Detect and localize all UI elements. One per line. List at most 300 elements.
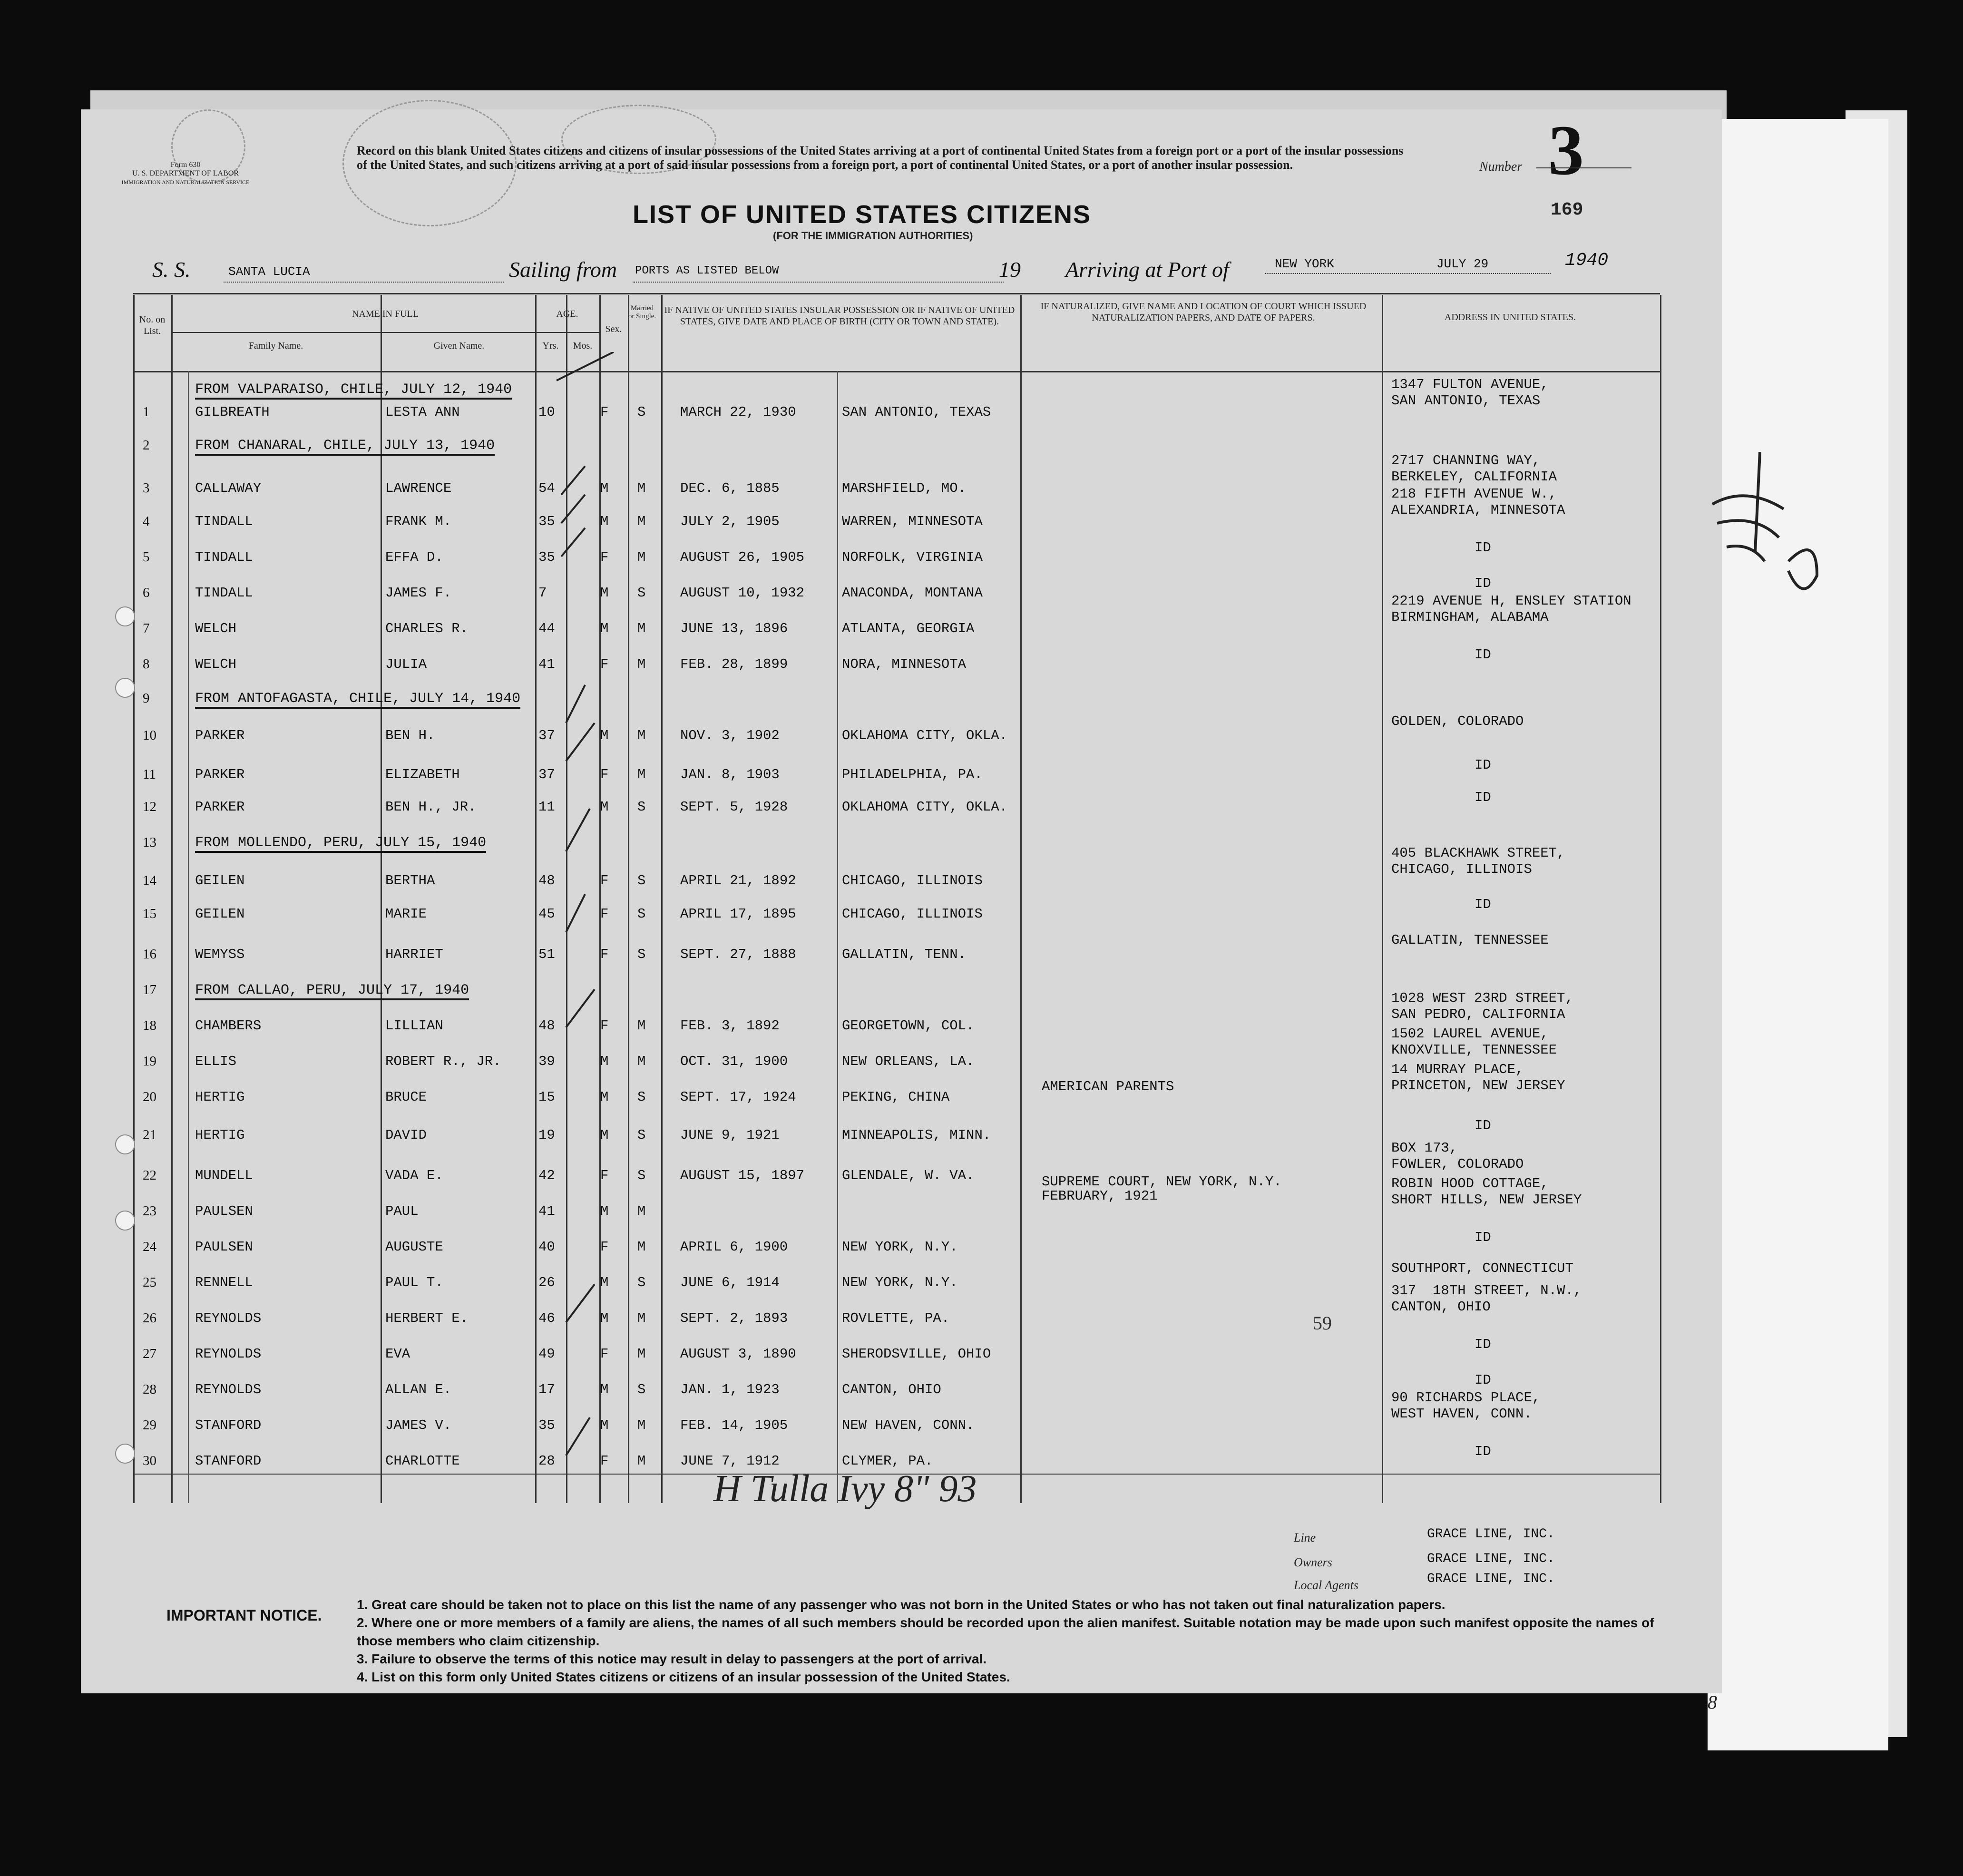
- age-years: 37: [538, 728, 555, 743]
- birth-date: JUNE 7, 1912: [680, 1453, 780, 1469]
- age-years: 41: [538, 1203, 555, 1219]
- punch-hole: [115, 678, 135, 698]
- marital-status: S: [637, 404, 646, 420]
- age-years: 26: [538, 1275, 555, 1290]
- row-number: 24: [143, 1239, 156, 1254]
- address: GOLDEN, COLORADO: [1391, 713, 1524, 729]
- marital-status: M: [637, 1054, 646, 1069]
- notice-list: [357, 1596, 1689, 1686]
- column-rule: [535, 295, 537, 1503]
- address: 317 18TH STREET, N.W., CANTON, OHIO: [1391, 1283, 1582, 1315]
- back-sheet: [1708, 119, 1888, 1750]
- birth-place: PEKING, CHINA: [842, 1089, 950, 1105]
- address: ID: [1475, 897, 1491, 912]
- agents-value: GRACE LINE, INC.: [1427, 1572, 1555, 1586]
- sex: M: [600, 1127, 609, 1143]
- checkmark-strokes: [547, 352, 690, 1541]
- marital-status: M: [637, 1203, 646, 1219]
- naturalization: AMERICAN PARENTS: [1042, 1079, 1174, 1094]
- arrival-year: 1940: [1565, 250, 1609, 271]
- birth-date: APRIL 21, 1892: [680, 873, 796, 889]
- address: 405 BLACKHAWK STREET, CHICAGO, ILLINOIS: [1391, 845, 1565, 877]
- birth-place: NORFOLK, VIRGINIA: [842, 549, 983, 565]
- age-years: 51: [538, 947, 555, 962]
- col-mos-header: Mos.: [573, 341, 593, 351]
- birth-place: CHICAGO, ILLINOIS: [842, 906, 983, 922]
- address: ID: [1475, 1444, 1491, 1459]
- punch-hole: [115, 1211, 135, 1231]
- sex: F: [600, 873, 609, 889]
- family-name: PARKER: [195, 728, 245, 743]
- marginal-number-59: 59: [1313, 1312, 1332, 1334]
- punch-hole: [115, 1134, 135, 1154]
- given-name: AUGUSTE: [385, 1239, 443, 1255]
- row-number: 27: [143, 1346, 156, 1361]
- given-name: EFFA D.: [385, 549, 443, 565]
- row-number: 15: [143, 906, 156, 921]
- inner-rule: [837, 371, 838, 1503]
- family-name: GEILEN: [195, 906, 245, 922]
- given-name: ROBERT R., JR.: [385, 1054, 501, 1069]
- family-name: PAULSEN: [195, 1239, 253, 1255]
- naturalization: SUPREME COURT, NEW YORK, N.Y. FEBRUARY, 1921: [1042, 1174, 1282, 1204]
- section-heading: FROM MOLLENDO, PERU, JULY 15, 1940: [195, 835, 486, 853]
- age-years: 41: [538, 656, 555, 672]
- birth-date: SEPT. 2, 1893: [680, 1310, 788, 1326]
- col-yrs-header: Yrs.: [542, 341, 559, 351]
- address: 2219 AVENUE H, ENSLEY STATION BIRMINGHAM, ALABAMA: [1391, 593, 1631, 625]
- marital-status: M: [637, 514, 646, 529]
- marital-status: S: [637, 947, 646, 962]
- family-name: REYNOLDS: [195, 1346, 262, 1362]
- number-label: Number: [1479, 159, 1523, 174]
- row-number: 14: [143, 873, 156, 888]
- port-underline: [1265, 273, 1551, 274]
- notice-title: IMPORTANT NOTICE.: [166, 1607, 322, 1624]
- address: ID: [1475, 757, 1491, 773]
- section-heading: FROM CHANARAL, CHILE, JULY 13, 1940: [195, 438, 495, 456]
- marital-status: M: [637, 728, 646, 743]
- sex: F: [600, 1239, 609, 1255]
- marital-status: M: [637, 549, 646, 565]
- sex: M: [600, 514, 609, 529]
- col-age-header: AGE.: [556, 309, 578, 319]
- row-number: 30: [143, 1453, 156, 1468]
- sex: M: [600, 1275, 609, 1290]
- birth-place: ROVLETTE, PA.: [842, 1310, 950, 1326]
- birth-place: MINNEAPOLIS, MINN.: [842, 1127, 991, 1143]
- birth-date: JUNE 13, 1896: [680, 621, 788, 636]
- inner-rule: [188, 371, 189, 1503]
- family-name: TINDALL: [195, 585, 253, 601]
- birth-place: OKLAHOMA CITY, OKLA.: [842, 799, 1008, 815]
- sailing-underline: [633, 282, 1004, 283]
- address: ID: [1475, 790, 1491, 805]
- age-years: 35: [538, 514, 555, 529]
- sex: F: [600, 1453, 609, 1469]
- col-address-header: ADDRESS IN UNITED STATES.: [1444, 312, 1576, 322]
- col-married-header: Married or Single.: [628, 304, 656, 320]
- marital-status: S: [637, 1089, 646, 1105]
- marital-status: M: [637, 1453, 646, 1469]
- row-number: 18: [143, 1018, 156, 1033]
- birth-place: NEW YORK, N.Y.: [842, 1275, 958, 1290]
- col-birth-header: IF NATIVE OF UNITED STATES INSULAR POSSESSION OR IF NATIVE OF UNITED STATES, GIVE DATE AND PLACE OF BIRTH (CITY OR TOWN AND STATE).: [664, 305, 1015, 327]
- given-name: DAVID: [385, 1127, 427, 1143]
- sex: M: [600, 480, 609, 496]
- birth-place: GLENDALE, W. VA.: [842, 1168, 975, 1183]
- table-top-rule: [133, 293, 1660, 294]
- birth-place: NEW ORLEANS, LA.: [842, 1054, 975, 1069]
- agents-label: Local Agents: [1294, 1578, 1359, 1592]
- sex: F: [600, 656, 609, 672]
- given-name: JAMES F.: [385, 585, 452, 601]
- address: ROBIN HOOD COTTAGE, SHORT HILLS, NEW JERSEY: [1391, 1176, 1582, 1208]
- notice-item: 3. Failure to observe the terms of this notice may result in delay to passengers at the port of arrival.: [357, 1651, 987, 1666]
- marital-status: S: [637, 1382, 646, 1397]
- marital-status: M: [637, 480, 646, 496]
- row-number: 7: [143, 621, 150, 636]
- sailing-label: Sailing from: [509, 257, 617, 282]
- col-naturalized-header: IF NATURALIZED, GIVE NAME AND LOCATION OF COURT WHICH ISSUED NATURALIZATION PAPERS, AND DATE OF PAPERS.: [1040, 301, 1367, 323]
- column-rule: [171, 295, 173, 1503]
- column-rule: [381, 295, 382, 1503]
- form-number: Form 630: [170, 161, 201, 169]
- year-prefix: 19: [999, 257, 1021, 282]
- address: ID: [1475, 1230, 1491, 1245]
- arrival-date: JULY 29: [1436, 257, 1489, 271]
- sex: F: [600, 906, 609, 922]
- age-years: 37: [538, 767, 555, 782]
- family-name: ELLIS: [195, 1054, 237, 1069]
- page-corner-number: 8: [1708, 1691, 1717, 1713]
- given-name: LESTA ANN: [385, 404, 460, 420]
- family-name: TINDALL: [195, 514, 253, 529]
- arriving-label: Arriving at Port of: [1065, 257, 1229, 282]
- row-number: 8: [143, 656, 150, 672]
- birth-date: SEPT. 27, 1888: [680, 947, 796, 962]
- punch-hole: [115, 1444, 135, 1464]
- given-name: ALLAN E.: [385, 1382, 452, 1397]
- birth-date: OCT. 31, 1900: [680, 1054, 788, 1069]
- address: ID: [1475, 647, 1491, 663]
- ss-label: S. S.: [152, 257, 191, 282]
- side-scribble: [1708, 452, 1831, 609]
- birth-date: AUGUST 10, 1932: [680, 585, 805, 601]
- marital-status: S: [637, 906, 646, 922]
- birth-place: WARREN, MINNESOTA: [842, 514, 983, 529]
- page-stamp: 169: [1551, 200, 1583, 220]
- sailing-from: PORTS AS LISTED BELOW: [635, 264, 779, 277]
- sex: M: [600, 1417, 609, 1433]
- sex: M: [600, 1089, 609, 1105]
- birth-date: JULY 2, 1905: [680, 514, 780, 529]
- family-name: PARKER: [195, 767, 245, 782]
- age-years: 54: [538, 480, 555, 496]
- number-underline: [1536, 167, 1631, 168]
- birth-place: PHILADELPHIA, PA.: [842, 767, 983, 782]
- age-years: 15: [538, 1089, 555, 1105]
- row-number: 12: [143, 799, 156, 814]
- col-no-header: No. on List.: [139, 314, 166, 336]
- age-years: 35: [538, 549, 555, 565]
- address: ID: [1475, 576, 1491, 591]
- family-name: RENNELL: [195, 1275, 253, 1290]
- given-name: FRANK M.: [385, 514, 452, 529]
- address: 1502 LAUREL AVENUE, KNOXVILLE, TENNESSEE: [1391, 1026, 1557, 1058]
- age-years: 44: [538, 621, 555, 636]
- birth-place: CHICAGO, ILLINOIS: [842, 873, 983, 889]
- age-years: 39: [538, 1054, 555, 1069]
- family-name: WEMYSS: [195, 947, 245, 962]
- row-number: 3: [143, 480, 150, 496]
- sex: M: [600, 1382, 609, 1397]
- form-instruction: Record on this blank United States citizens and citizens of insular possessions of the United States arriving at a port of continental United States from a foreign port or a port of the insular possessions of the United States, and such citizens arriving at a port of said insular possessions from a foreign port, a port of continental United States, or a port of another insular possession.: [357, 144, 1404, 172]
- page-subtitle: (FOR THE IMMIGRATION AUTHORITIES): [773, 230, 973, 242]
- row-number: 17: [143, 982, 156, 997]
- marital-status: M: [637, 1417, 646, 1433]
- marital-status: M: [637, 621, 646, 636]
- family-name: STANFORD: [195, 1453, 262, 1469]
- given-name: HERBERT E.: [385, 1310, 469, 1326]
- address: ID: [1475, 1337, 1491, 1352]
- row-number: 21: [143, 1127, 156, 1143]
- column-rule: [1382, 295, 1383, 1503]
- age-years: 45: [538, 906, 555, 922]
- row-number: 10: [143, 728, 156, 743]
- row-number: 28: [143, 1382, 156, 1397]
- age-years: 42: [538, 1168, 555, 1183]
- sex: M: [600, 728, 609, 743]
- owners-value: GRACE LINE, INC.: [1427, 1552, 1555, 1566]
- line-value: GRACE LINE, INC.: [1427, 1527, 1555, 1542]
- birth-date: NOV. 3, 1902: [680, 728, 780, 743]
- marital-status: S: [637, 1168, 646, 1183]
- ship-underline: [224, 282, 504, 283]
- row-number: 19: [143, 1054, 156, 1069]
- row-number: 22: [143, 1168, 156, 1183]
- birth-date: APRIL 6, 1900: [680, 1239, 788, 1255]
- birth-date: MARCH 22, 1930: [680, 404, 796, 420]
- birth-date: AUGUST 26, 1905: [680, 549, 805, 565]
- age-years: 11: [538, 799, 555, 815]
- birth-place: SAN ANTONIO, TEXAS: [842, 404, 991, 420]
- handwritten-note: H Tulla Ivy 8" 93: [713, 1468, 977, 1510]
- birth-date: FEB. 14, 1905: [680, 1417, 788, 1433]
- marital-status: S: [637, 1275, 646, 1290]
- age-years: 35: [538, 1417, 555, 1433]
- birth-place: ANACONDA, MONTANA: [842, 585, 983, 601]
- marital-status: M: [637, 1346, 646, 1362]
- sex: F: [600, 947, 609, 962]
- given-name: HARRIET: [385, 947, 443, 962]
- col-name-header: NAME IN FULL: [352, 309, 419, 319]
- birth-place: NORA, MINNESOTA: [842, 656, 967, 672]
- section-heading: FROM ANTOFAGASTA, CHILE, JULY 14, 1940: [195, 691, 520, 709]
- birth-date: SEPT. 5, 1928: [680, 799, 788, 815]
- given-name: LILLIAN: [385, 1018, 443, 1034]
- column-rule: [1020, 295, 1022, 1503]
- given-name: PAUL T.: [385, 1275, 443, 1290]
- birth-place: CLYMER, PA.: [842, 1453, 933, 1469]
- marital-status: M: [637, 656, 646, 672]
- col-given-header: Given Name.: [433, 341, 485, 351]
- row-number: 5: [143, 549, 150, 565]
- punch-hole: [115, 606, 135, 626]
- row-number: 4: [143, 514, 150, 529]
- family-name: GILBREATH: [195, 404, 270, 420]
- marital-status: S: [637, 585, 646, 601]
- birth-place: GALLATIN, TENN.: [842, 947, 967, 962]
- marital-status: S: [637, 799, 646, 815]
- birth-date: AUGUST 3, 1890: [680, 1346, 796, 1362]
- sex: F: [600, 767, 609, 782]
- arrival-port: NEW YORK: [1275, 257, 1334, 271]
- col-family-header: Family Name.: [248, 341, 303, 351]
- family-name: HERTIG: [195, 1089, 245, 1105]
- birth-date: JAN. 1, 1923: [680, 1382, 780, 1397]
- age-years: 49: [538, 1346, 555, 1362]
- given-name: CHARLOTTE: [385, 1453, 460, 1469]
- notice-item: 1. Great care should be taken not to place on this list the name of any passenger who was not born in the United States or who has not taken out final naturalization papers.: [357, 1597, 1445, 1612]
- birth-place: NEW HAVEN, CONN.: [842, 1417, 975, 1433]
- row-number: 9: [143, 691, 150, 706]
- address: ID: [1475, 1118, 1491, 1133]
- birth-place: SHERODSVILLE, OHIO: [842, 1346, 991, 1362]
- page-title: LIST OF UNITED STATES CITIZENS: [633, 200, 1091, 229]
- birth-place: MARSHFIELD, MO.: [842, 480, 967, 496]
- given-name: VADA E.: [385, 1168, 443, 1183]
- row-number: 11: [143, 767, 156, 782]
- sex: M: [600, 585, 609, 601]
- birth-date: JUNE 6, 1914: [680, 1275, 780, 1290]
- address: GALLATIN, TENNESSEE: [1391, 932, 1549, 948]
- family-name: REYNOLDS: [195, 1382, 262, 1397]
- address: BOX 173, FOWLER, COLORADO: [1391, 1140, 1524, 1172]
- address: ID: [1475, 1372, 1491, 1388]
- given-name: PAUL: [385, 1203, 419, 1219]
- section-heading: FROM CALLAO, PERU, JULY 17, 1940: [195, 982, 469, 1000]
- row-number: 26: [143, 1310, 156, 1326]
- list-number: 3: [1548, 111, 1584, 190]
- age-years: 19: [538, 1127, 555, 1143]
- given-name: JAMES V.: [385, 1417, 452, 1433]
- row-number: 1: [143, 404, 150, 420]
- form-header: [114, 161, 257, 186]
- sex: F: [600, 404, 609, 420]
- age-years: 28: [538, 1453, 555, 1469]
- address: SOUTHPORT, CONNECTICUT: [1391, 1260, 1573, 1276]
- sex: M: [600, 1310, 609, 1326]
- row-number: 6: [143, 585, 150, 600]
- family-name: CHAMBERS: [195, 1018, 262, 1034]
- row-number: 2: [143, 438, 150, 453]
- given-name: BRUCE: [385, 1089, 427, 1105]
- family-name: STANFORD: [195, 1417, 262, 1433]
- sex: F: [600, 1168, 609, 1183]
- birth-place: NEW YORK, N.Y.: [842, 1239, 958, 1255]
- birth-place: GEORGETOWN, COL.: [842, 1018, 975, 1034]
- age-years: 48: [538, 1018, 555, 1034]
- address: 14 MURRAY PLACE, PRINCETON, NEW JERSEY: [1391, 1062, 1565, 1094]
- family-name: GEILEN: [195, 873, 245, 889]
- birth-date: DEC. 6, 1885: [680, 480, 780, 496]
- given-name: CHARLES R.: [385, 621, 469, 636]
- address: 90 RICHARDS PLACE, WEST HAVEN, CONN.: [1391, 1390, 1541, 1422]
- column-rule: [1660, 295, 1661, 1503]
- sex: M: [600, 621, 609, 636]
- sex: M: [600, 1054, 609, 1069]
- row-number: 29: [143, 1417, 156, 1433]
- marital-status: M: [637, 1239, 646, 1255]
- marital-status: M: [637, 1018, 646, 1034]
- marital-status: M: [637, 1310, 646, 1326]
- birth-date: AUGUST 15, 1897: [680, 1168, 805, 1183]
- address: 1028 WEST 23RD STREET, SAN PEDRO, CALIFORNIA: [1391, 990, 1573, 1022]
- birth-date: JUNE 9, 1921: [680, 1127, 780, 1143]
- sex: F: [600, 549, 609, 565]
- age-years: 17: [538, 1382, 555, 1397]
- family-name: MUNDELL: [195, 1168, 253, 1183]
- marital-status: S: [637, 873, 646, 889]
- family-name: WELCH: [195, 656, 237, 672]
- family-name: WELCH: [195, 621, 237, 636]
- age-years: 46: [538, 1310, 555, 1326]
- birth-date: FEB. 28, 1899: [680, 656, 788, 672]
- birth-place: CANTON, OHIO: [842, 1382, 941, 1397]
- family-name: PARKER: [195, 799, 245, 815]
- birth-date: APRIL 17, 1895: [680, 906, 796, 922]
- family-name: REYNOLDS: [195, 1310, 262, 1326]
- birth-date: FEB. 3, 1892: [680, 1018, 780, 1034]
- owners-label: Owners: [1294, 1555, 1332, 1569]
- row-number: 13: [143, 835, 156, 850]
- birth-place: ATLANTA, GEORGIA: [842, 621, 975, 636]
- family-name: CALLAWAY: [195, 480, 262, 496]
- given-name: MARIE: [385, 906, 427, 922]
- sex: F: [600, 1346, 609, 1362]
- family-name: PAULSEN: [195, 1203, 253, 1219]
- given-name: ELIZABETH: [385, 767, 460, 782]
- birth-date: JAN. 8, 1903: [680, 767, 780, 782]
- header-bottom-rule: [133, 371, 1660, 372]
- family-name: HERTIG: [195, 1127, 245, 1143]
- address: ID: [1475, 540, 1491, 556]
- marital-status: S: [637, 1127, 646, 1143]
- given-name: EVA: [385, 1346, 410, 1362]
- birth-place: OKLAHOMA CITY, OKLA.: [842, 728, 1008, 743]
- col-sex-header: Sex.: [605, 324, 622, 334]
- age-years: 10: [538, 404, 555, 420]
- service-name: IMMIGRATION AND NATURALIZATION SERVICE: [121, 179, 250, 186]
- given-name: BEN H.: [385, 728, 435, 743]
- sex: M: [600, 799, 609, 815]
- row-number: 25: [143, 1275, 156, 1290]
- column-rule: [133, 295, 135, 1503]
- sex: F: [600, 1018, 609, 1034]
- age-years: 7: [538, 585, 547, 601]
- age-years: 48: [538, 873, 555, 889]
- department-name: U. S. DEPARTMENT OF LABOR: [132, 169, 239, 177]
- age-years: 40: [538, 1239, 555, 1255]
- given-name: BEN H., JR.: [385, 799, 477, 815]
- section-heading: FROM VALPARAISO, CHILE, JULY 12, 1940: [195, 381, 512, 400]
- birth-date: SEPT. 17, 1924: [680, 1089, 796, 1105]
- given-name: JULIA: [385, 656, 427, 672]
- ship-name: SANTA LUCIA: [228, 264, 310, 279]
- address: 1347 FULTON AVENUE, SAN ANTONIO, TEXAS: [1391, 377, 1549, 409]
- family-name: TINDALL: [195, 549, 253, 565]
